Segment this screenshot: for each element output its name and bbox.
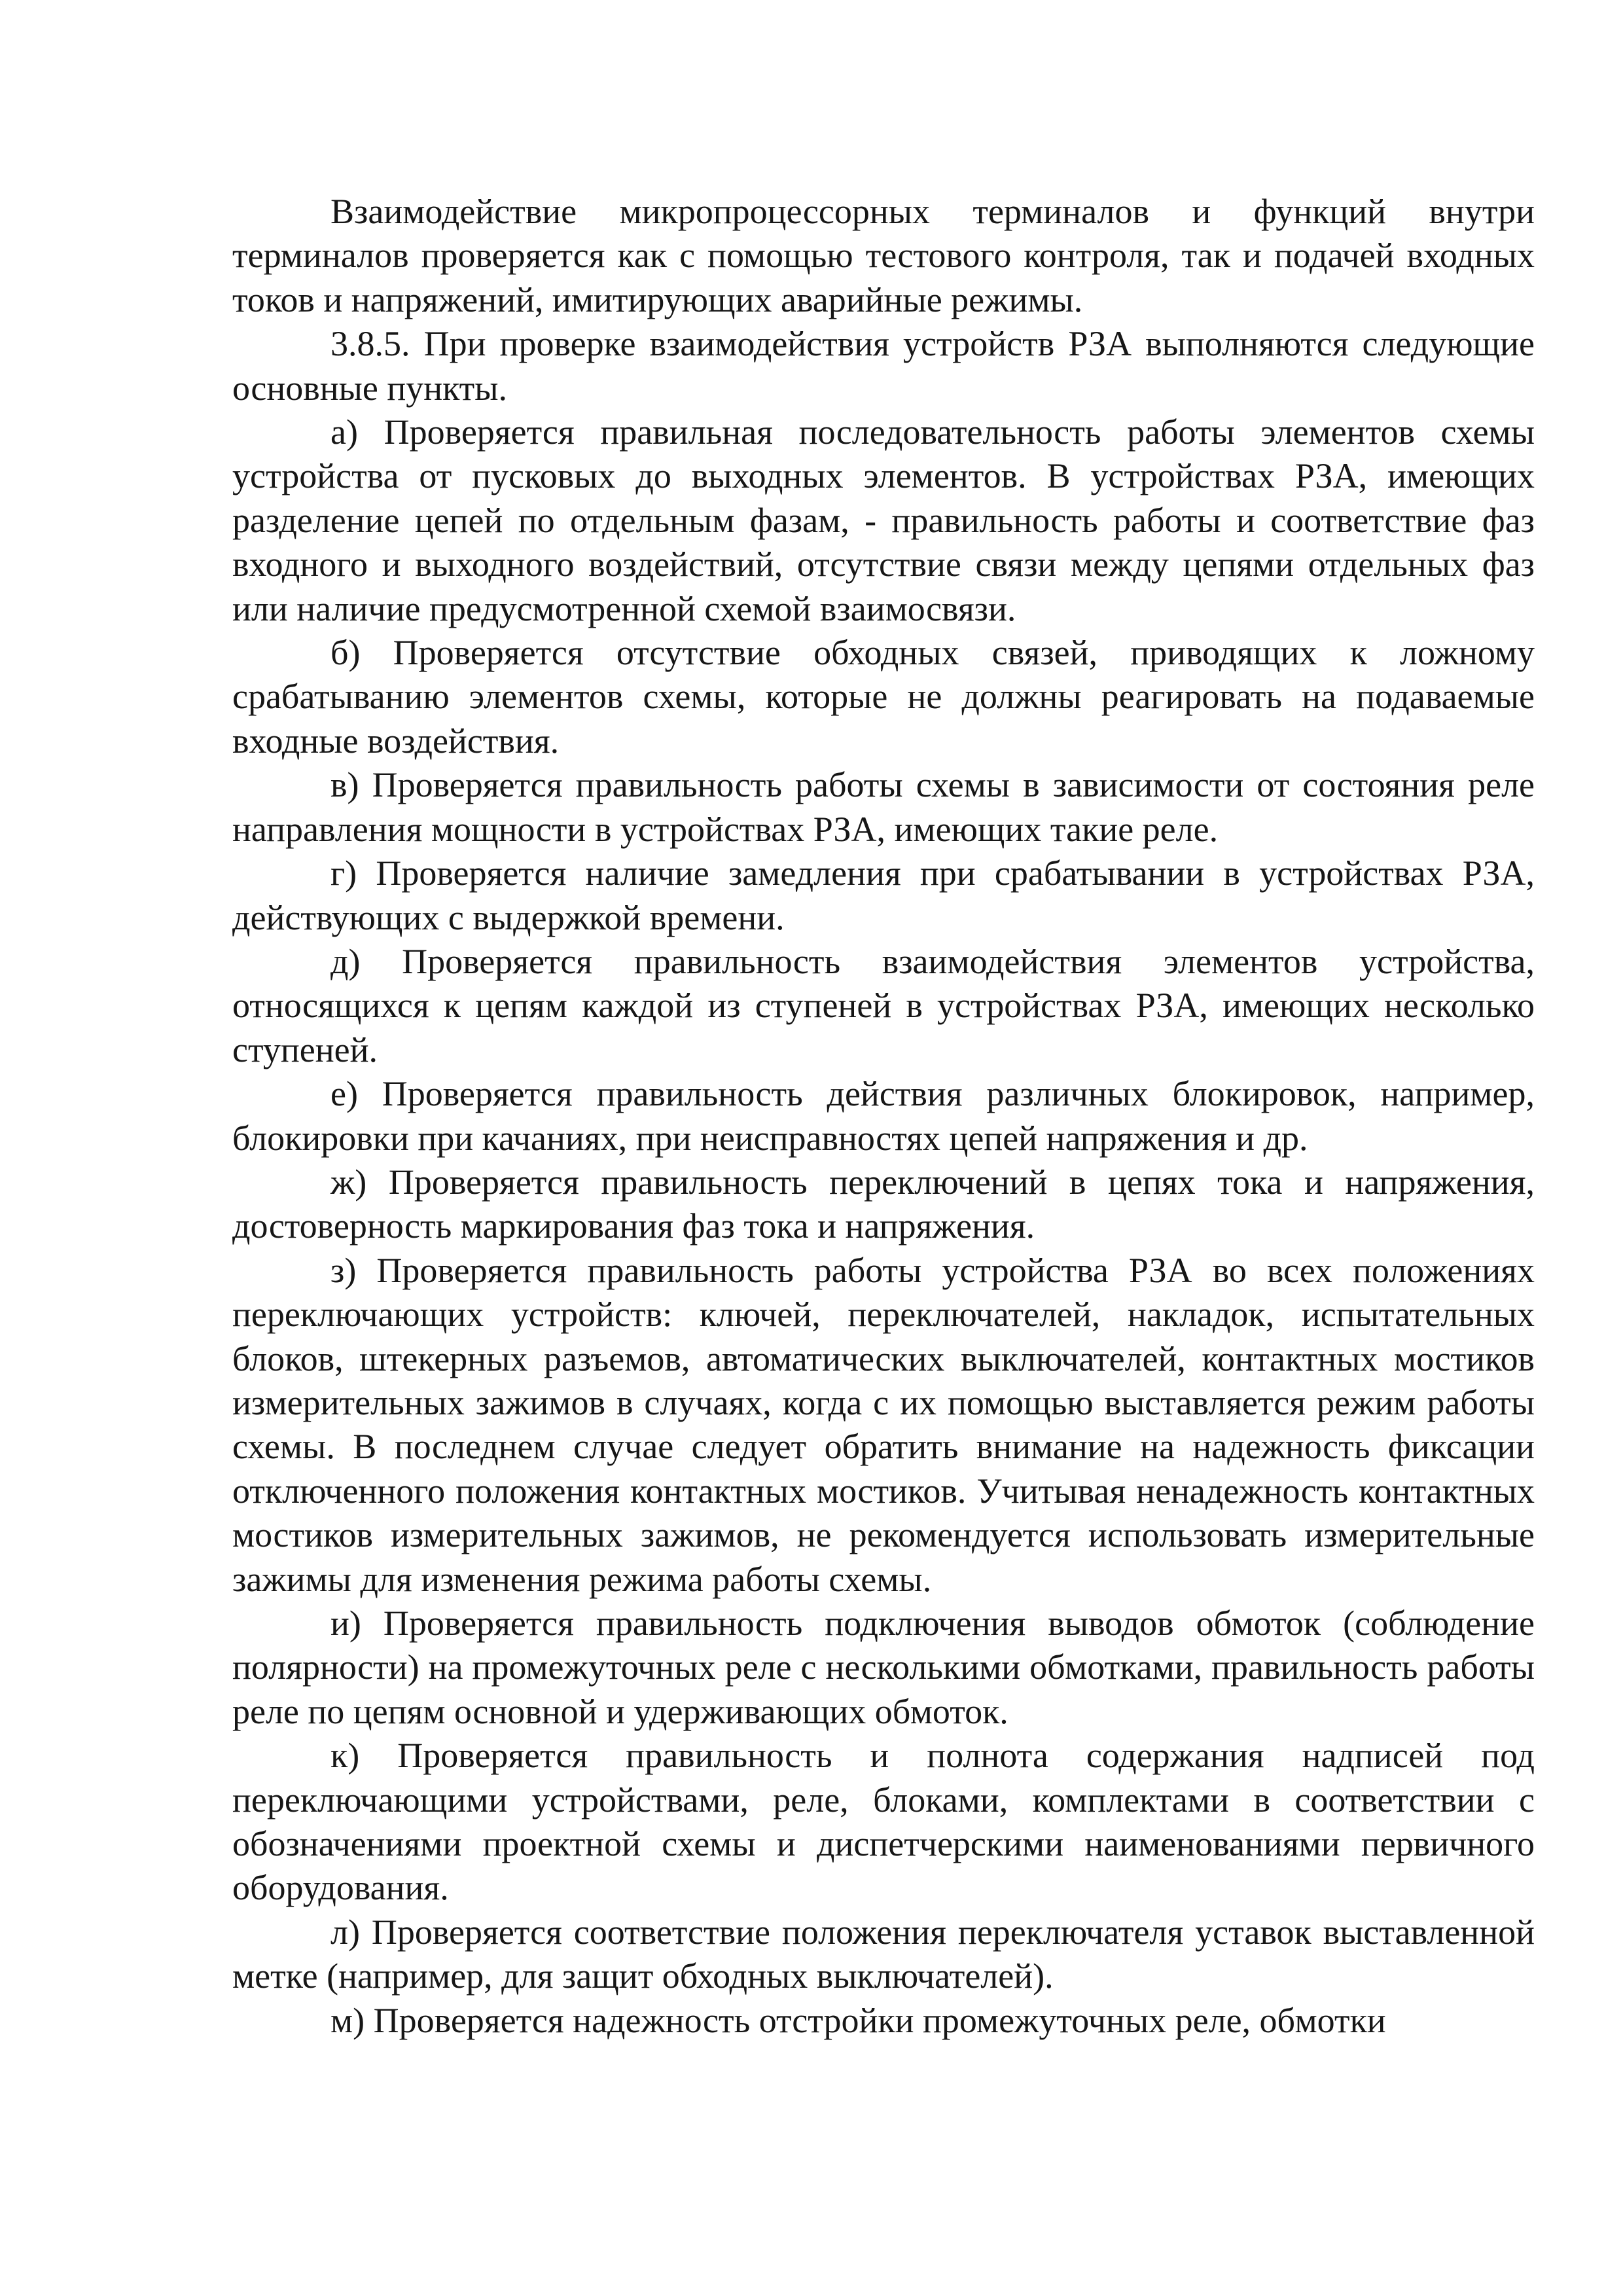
paragraph-3-8-5: 3.8.5. При проверке взаимодействия устройств РЗА выполняются следующие основные пункты. <box>232 324 1535 408</box>
paragraph-item-zh: ж) Проверяется правильность переключений в цепях тока и напряжения, достоверность маркирования фаз тока и напряжения. <box>232 1162 1535 1246</box>
paragraph-item-b: б) Проверяется отсутствие обходных связей, приводящих к ложному срабатыванию элементов схемы, которые не должны реагировать на подаваемые входные воздействия. <box>232 633 1535 761</box>
document-page <box>232 190 1535 2043</box>
paragraph-item-g: г) Проверяется наличие замедления при срабатывании в устройствах РЗА, действующих с выдержкой времени. <box>232 853 1535 937</box>
paragraph-item-a: а) Проверяется правильная последовательность работы элементов схемы устройства от пусковых до выходных элементов. В устройствах РЗА, имеющих разделение цепей по отдельным фазам, - правильность работы и соответствие фаз входного и выходного воздействий, отсутствие связи между цепями отдельных фаз или наличие предусмотренной схемой взаимосвязи. <box>232 412 1535 628</box>
paragraph-item-m: м) Проверяется надежность отстройки промежуточных реле, обмотки <box>330 2000 1386 2040</box>
paragraph-item-z: з) Проверяется правильность работы устройства РЗА во всех положениях переключающих устройств: ключей, переключателей, накладок, испытательных блоков, штекерных разъемов, автоматических выключателей, контактных мостиков измерительных зажимов в случаях, когда с их помощью выставляется режим работы схемы. В последнем случае следует обратить внимание на надежность фиксации отключенного положения контактных мостиков. Учитывая ненадежность контактных мостиков измерительных зажимов, не рекомендуется использовать измерительные зажимы для изменения режима работы схемы. <box>232 1250 1535 1599</box>
paragraph-item-i: и) Проверяется правильность подключения выводов обмоток (соблюдение полярности) на промежуточных реле с несколькими обмотками, правильность работы реле по цепям основной и удерживающих обмоток. <box>232 1604 1535 1731</box>
paragraph-item-l: л) Проверяется соответствие положения переключателя уставок выставленной метке (например, для защит обходных выключателей). <box>232 1912 1535 1996</box>
paragraph-intro: Взаимодействие микропроцессорных терминалов и функций внутри терминалов проверяется как с помощью тестового контроля, так и подачей входных токов и напряжений, имитирующих аварийные режимы. <box>232 192 1535 319</box>
paragraph-item-e: е) Проверяется правильность действия различных блокировок, например, блокировки при качаниях, при неисправностях цепей напряжения и др. <box>232 1074 1535 1158</box>
paragraph-item-k: к) Проверяется правильность и полнота содержания надписей под переключающими устройствами, реле, блоками, комплектами в соответствии с обозначениями проектной схемы и диспетчерскими наименованиями первичного оборудования. <box>232 1736 1535 1908</box>
paragraph-item-v: в) Проверяется правильность работы схемы в зависимости от состояния реле направления мощности в устройствах РЗА, имеющих такие реле. <box>232 765 1535 849</box>
paragraph-item-d: д) Проверяется правильность взаимодействия элементов устройства, относящихся к цепям каждой из ступеней в устройствах РЗА, имеющих несколько ступеней. <box>232 941 1535 1069</box>
